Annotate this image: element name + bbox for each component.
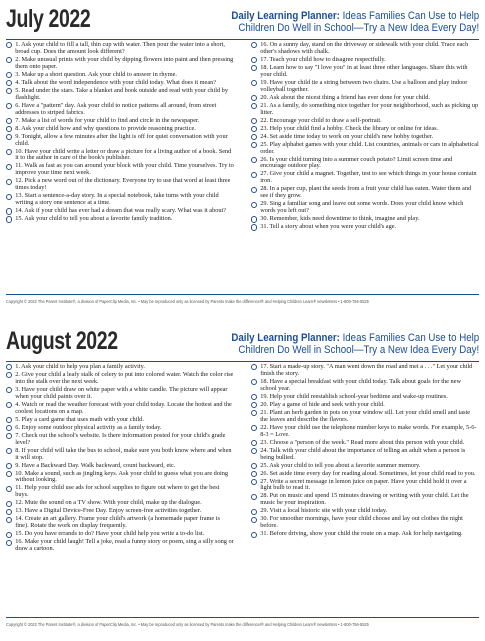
list-item — [6, 402, 234, 416]
checkbox-circle-icon[interactable] — [251, 364, 257, 370]
item-text: 16. On a sunny day, stand on the driveway or sidewalk with your child. Trace each other's shadows with chalk. — [260, 41, 469, 55]
item-text: 26. Set aside time every day for reading aloud. Sometimes, let your child read to you. — [260, 469, 476, 477]
list-item — [251, 142, 479, 156]
list-item — [6, 178, 234, 192]
checkbox-circle-icon[interactable] — [6, 532, 12, 538]
list-item — [251, 508, 479, 515]
item-text: 29. Visit a local historic site with your child today. — [260, 507, 388, 515]
item-text: 1. Ask your child to fill a tall, thin cup with water. Then pour the water into a short, broad cup. Does the amount look different? — [15, 41, 225, 55]
item-text: 1. Ask your child to help you plan a family activity. — [15, 363, 145, 370]
list-item — [251, 440, 479, 447]
checkbox-circle-icon[interactable] — [6, 402, 12, 408]
item-text: 21. Plant an herb garden in pots on your window sill. Let your child smell and taste the leaves and describe the flavors. — [260, 408, 471, 423]
checkbox-circle-icon[interactable] — [251, 118, 257, 124]
checkbox-circle-icon[interactable] — [6, 372, 12, 378]
list-item — [6, 433, 234, 447]
copyright-line: Copyright © 2022 The Parent Institute®, a division of PaperClip Media, Inc. • May be reproduced only as licensed by Parents make the difference!® and Helping Children Learn® newsletters • 1-800-756-5525 — [6, 622, 369, 627]
list-item — [251, 364, 479, 378]
checkbox-circle-icon[interactable] — [6, 433, 12, 439]
checkbox-circle-icon[interactable] — [6, 42, 12, 48]
list-item — [6, 42, 234, 56]
planner-tagline: Ideas Families Can Use to Help — [339, 10, 479, 22]
checkbox-circle-icon[interactable] — [6, 509, 12, 515]
planner-subtitle — [231, 10, 479, 34]
checkbox-circle-icon[interactable] — [6, 149, 12, 155]
list-item — [6, 216, 234, 223]
list-item — [6, 72, 234, 79]
checkbox-circle-icon[interactable] — [6, 501, 12, 507]
checkbox-circle-icon[interactable] — [6, 486, 12, 492]
list-item — [6, 500, 234, 507]
item-text: 19. Help your child reestablish school-year bedtime and wake-up routines. — [260, 392, 448, 400]
planner-tagline: Ideas Families Can Use to Help — [339, 332, 479, 344]
item-text: 20. Ask about the nicest thing a friend has ever done for your child. — [260, 93, 430, 101]
planner-label: Daily Learning Planner: — [231, 10, 340, 22]
list-item — [6, 417, 234, 424]
checkbox-circle-icon[interactable] — [251, 494, 257, 500]
item-text: 24. Set aside time today to work on your child's new hobby together. — [260, 132, 434, 140]
item-text: 22. Encourage your child to draw a self-portrait. — [260, 116, 382, 124]
right-column — [251, 42, 479, 232]
checkbox-circle-icon[interactable] — [251, 103, 257, 109]
checkbox-circle-icon[interactable] — [6, 126, 12, 132]
checkbox-circle-icon[interactable] — [6, 164, 12, 170]
item-text: 17. Start a made-up story. "A man went down the road and met a . . ." Let your child finish the story. — [260, 363, 473, 377]
checkbox-circle-icon[interactable] — [251, 172, 257, 178]
item-text: 4. Talk about the word independence with your child today. What does it mean? — [15, 78, 217, 86]
checkbox-circle-icon[interactable] — [251, 126, 257, 132]
item-text: 28. Put on music and spend 15 minutes drawing or writing with your child. Let the music be your inspiration. — [260, 492, 469, 507]
list-item — [6, 508, 234, 515]
item-text: 18. Learn how to say "I love you" in at least three other languages. Share this with your child. — [260, 63, 468, 78]
item-text: 12. Pick a new word out of the dictionary. Everyone try to use that word at least three times today! — [15, 177, 231, 192]
item-text: 14. Ask if your child has ever had a dream that was really scary. What was it about? — [15, 207, 227, 215]
planner-subtitle — [231, 332, 479, 356]
list-item — [6, 193, 234, 207]
checkbox-circle-icon[interactable] — [251, 157, 257, 163]
list-item — [251, 394, 479, 401]
checkbox-circle-icon[interactable] — [6, 208, 12, 214]
checkbox-circle-icon[interactable] — [251, 463, 257, 469]
item-text: 31. Tell a story about when you were your child's age. — [260, 223, 397, 231]
item-text: 11. Help your child use ads for school supplies to figure out where to get the best buys. — [15, 484, 220, 499]
checkbox-circle-icon[interactable] — [251, 479, 257, 485]
checkbox-circle-icon[interactable] — [251, 471, 257, 477]
item-text: 16. Make your child laugh! Tell a joke, read a funny story or poem, sing a silly song or draw a cartoon. — [15, 538, 234, 553]
list-item — [6, 516, 234, 530]
divider — [6, 361, 479, 362]
checkbox-circle-icon[interactable] — [251, 134, 257, 140]
checkbox-circle-icon[interactable] — [6, 417, 12, 423]
list-item — [251, 201, 479, 215]
list-item — [251, 493, 479, 507]
list-item — [251, 402, 479, 409]
list-item — [251, 118, 479, 125]
checkbox-circle-icon[interactable] — [6, 88, 12, 94]
item-text: 3. Have your child draw on white paper with a white candle. The picture will appear when your child paints over it. — [15, 385, 228, 400]
checkbox-circle-icon[interactable] — [251, 142, 257, 148]
right-column — [251, 364, 479, 554]
list-item — [251, 410, 479, 424]
item-text: 6. Have a "pattern" day. Ask your child to notice patterns all around, from street addresses to striped fabrics. — [15, 101, 217, 116]
checkbox-circle-icon[interactable] — [251, 224, 257, 230]
checkbox-circle-icon[interactable] — [6, 387, 12, 393]
item-text: 6. Enjoy some outdoor physical activity as a family today. — [15, 423, 162, 431]
item-text: 12. Mute the sound on a TV show. With your child, make up the dialogue. — [15, 499, 202, 507]
item-text: 13. Have a Digital Device-Free Day. Enjoy screen-free activities together. — [15, 507, 202, 515]
checkbox-circle-icon[interactable] — [6, 471, 12, 477]
item-text: 27. Write a secret message in lemon juice on paper. Have your child hold it over a light bulb to read it. — [260, 477, 467, 492]
planner-tagline-2: Children Do Well in School—Try a New Idea Every Day! — [238, 344, 479, 356]
item-text: 5. Play a card game that uses math with your child. — [15, 415, 144, 423]
list-item — [6, 448, 234, 462]
list-item — [251, 531, 479, 538]
checkbox-circle-icon[interactable] — [251, 509, 257, 515]
checkbox-circle-icon[interactable] — [6, 517, 12, 523]
checkbox-circle-icon[interactable] — [251, 42, 257, 48]
item-text: 30. Remember, kids need downtime to think, imagine and play. — [260, 215, 420, 223]
checkbox-circle-icon[interactable] — [251, 80, 257, 86]
list-item — [6, 118, 234, 125]
list-item — [251, 471, 479, 478]
checkbox-circle-icon[interactable] — [251, 448, 257, 454]
checkbox-circle-icon[interactable] — [6, 425, 12, 431]
item-text: 31. Before driving, show your child the route on a map. Ask for help navigating. — [260, 530, 463, 538]
checkbox-circle-icon[interactable] — [251, 425, 257, 431]
checkbox-circle-icon[interactable] — [6, 463, 12, 469]
page-title: July 2022 — [6, 5, 91, 33]
list-item — [6, 463, 234, 470]
item-text: 24. Talk with your child about the importance of telling an adult when a person is being bullied. — [260, 446, 466, 461]
item-text: 2. Make unusual prints with your child by dipping flowers into paint and then pressing them onto paper. — [15, 55, 234, 70]
checkbox-circle-icon[interactable] — [251, 532, 257, 538]
list-item — [251, 379, 479, 393]
list-item — [251, 425, 479, 439]
list-item — [251, 57, 479, 64]
checkbox-circle-icon[interactable] — [6, 448, 12, 454]
list-item — [251, 80, 479, 94]
item-text: 22. Have your child use the telephone number keys to make words. For example, 5-6-8-3 = Love. — [260, 423, 477, 438]
item-text: 18. Have a special breakfast with your child today. Talk about goals for the new school year. — [260, 377, 462, 392]
item-text: 8. Ask your child how and why questions to provide reasoning practice. — [15, 124, 196, 132]
july-planner — [6, 4, 479, 310]
copyright-line: Copyright © 2022 The Parent Institute®, a division of PaperClip Media, Inc. • May be reproduced only as licensed by Parents make the difference!® and Helping Children Learn® newsletters • 1-800-756-5525 — [6, 299, 369, 304]
checkbox-circle-icon[interactable] — [6, 179, 12, 185]
checkbox-circle-icon[interactable] — [251, 402, 257, 408]
list-item — [6, 149, 234, 163]
list-item — [6, 364, 234, 371]
item-text: 7. Check out the school's website. Is there information posted for your child's grade level? — [15, 431, 226, 446]
divider — [6, 39, 479, 40]
item-text: 19. Have your child tie a string between two chairs. Use a balloon and play indoor volleyball together. — [260, 78, 468, 93]
checkbox-circle-icon[interactable] — [6, 364, 12, 370]
left-column — [6, 42, 234, 232]
item-text: 20. Play a game of hide and seek with your child. — [260, 400, 385, 408]
august-planner — [6, 326, 479, 628]
checkbox-circle-icon[interactable] — [6, 80, 12, 86]
item-text: 4. Watch or read the weather forecast with your child today. Locate the hottest and the coolest locations on a map. — [15, 400, 232, 415]
item-text: 25. Play alphabet games with your child. List countries, animals or cars in alphabetical order. — [260, 140, 479, 155]
checkbox-circle-icon[interactable] — [251, 410, 257, 416]
checkbox-circle-icon[interactable] — [6, 118, 12, 124]
item-text: 29. Sing a familiar song and leave out some words. Does your child know which words you left out? — [260, 200, 464, 215]
left-column — [6, 364, 234, 554]
item-text: 5. Read under the stars. Take a blanket and book outside and read with your child by flashlight. — [15, 86, 228, 101]
august-columns — [6, 364, 479, 554]
item-text: 23. Help your child find a hobby. Check the library or online for ideas. — [260, 124, 439, 132]
checkbox-circle-icon[interactable] — [6, 57, 12, 63]
page-title: August 2022 — [6, 327, 118, 355]
checkbox-circle-icon[interactable] — [6, 216, 12, 222]
list-item — [6, 425, 234, 432]
list-item — [6, 80, 234, 87]
planner-tagline-2: Children Do Well in School—Try a New Idea Every Day! — [238, 22, 479, 34]
item-text: 8. If your child will take the bus to school, make sure you both know where and when it will stop. — [15, 446, 232, 461]
item-text: 30. For smoother mornings, have your child choose and lay out clothes the night before. — [260, 515, 463, 530]
item-text: 25. Ask your child to tell you about a favorite summer memory. — [260, 461, 421, 469]
list-item — [6, 539, 234, 553]
item-text: 7. Make a list of words for your child to find and circle in the newspaper. — [15, 116, 200, 124]
item-text: 13. Start a sentence-a-day story. In a special notebook, take turns with your child writing a story one sentence at a time. — [15, 192, 219, 207]
list-item — [251, 65, 479, 79]
item-text: 27. Give your child a magnet. Together, test to see which things in your house contain iron. — [260, 170, 477, 185]
item-text: 15. Ask your child to tell you about a favorite family tradition. — [15, 215, 173, 223]
planner-label: Daily Learning Planner: — [231, 332, 340, 344]
list-item — [251, 103, 479, 117]
list-item — [6, 372, 234, 386]
list-item — [251, 171, 479, 185]
checkbox-circle-icon[interactable] — [251, 95, 257, 101]
list-item — [6, 134, 234, 148]
checkbox-circle-icon[interactable] — [6, 540, 12, 546]
item-text: 2. Give your child a leafy stalk of celery to put into colored water. Watch the color rise into the stalk over the next week. — [15, 371, 234, 385]
list-item — [251, 516, 479, 530]
item-text: 10. Make a sound, such as jingling keys. Ask your child to guess what you are doing without looking. — [15, 469, 229, 484]
item-text: 23. Choose a "person of the week." Read more about this person with your child. — [260, 438, 465, 446]
item-text: 14. Create an art gallery. Frame your child's artwork (a homemade paper frame is fine). Rotate the work on display frequently. — [15, 515, 220, 530]
checkbox-circle-icon[interactable] — [6, 103, 12, 109]
list-item — [251, 224, 479, 231]
divider — [6, 617, 479, 618]
checkbox-circle-icon[interactable] — [251, 440, 257, 446]
list-item — [251, 186, 479, 200]
list-item — [251, 95, 479, 102]
list-item — [251, 463, 479, 470]
checkbox-circle-icon[interactable] — [6, 72, 12, 78]
july-columns — [6, 42, 479, 232]
list-item — [251, 448, 479, 462]
list-item — [6, 57, 234, 71]
item-text: 11. Walk as fast as you can around your block with your child. Time yourselves. Try to improve your time next week. — [15, 162, 234, 177]
checkbox-circle-icon[interactable] — [251, 187, 257, 193]
list-item — [6, 531, 234, 538]
item-text: 28. In a paper cup, plant the seeds from a fruit your child has eaten. Water them and see if they grow. — [260, 185, 472, 200]
list-item — [6, 208, 234, 215]
checkbox-circle-icon[interactable] — [251, 202, 257, 208]
list-item — [6, 163, 234, 177]
item-text: 15. Do you have errands to do? Have your child help you write a to-do list. — [15, 530, 205, 538]
item-text: 26. Is your child turning into a summer couch potato? Limit screen time and encourage outdoor play. — [260, 155, 453, 170]
item-text: 9. Have a Backward Day. Walk backward, count backward, etc. — [15, 461, 176, 469]
list-item — [6, 387, 234, 401]
item-text: 3. Make up a short question. Ask your child to answer in rhyme. — [15, 70, 177, 78]
july-header — [6, 4, 479, 38]
item-text: 10. Have your child write a letter or draw a picture for a living author of a book. Send it to the author in care of the book's publisher. — [15, 147, 232, 162]
list-item — [251, 134, 479, 141]
checkbox-circle-icon[interactable] — [251, 517, 257, 523]
list-item — [6, 471, 234, 485]
list-item — [6, 103, 234, 117]
list-item — [251, 126, 479, 133]
checkbox-circle-icon[interactable] — [251, 65, 257, 71]
august-header — [6, 326, 479, 360]
checkbox-circle-icon[interactable] — [251, 394, 257, 400]
list-item — [6, 485, 234, 499]
list-item — [251, 42, 479, 56]
item-text: 9. Tonight, allow a few minutes after the light is off for quiet conversation with your child. — [15, 132, 228, 147]
item-text: 17. Teach your child how to disagree respectfully. — [260, 55, 386, 63]
divider — [6, 294, 479, 295]
list-item — [6, 126, 234, 133]
checkbox-circle-icon[interactable] — [251, 216, 257, 222]
checkbox-circle-icon[interactable] — [251, 57, 257, 63]
list-item — [251, 157, 479, 171]
list-item — [251, 216, 479, 223]
item-text: 21. As a family, do something nice together for your neighborhood, such as picking up litter. — [260, 101, 479, 116]
checkbox-circle-icon[interactable] — [6, 194, 12, 200]
checkbox-circle-icon[interactable] — [6, 134, 12, 140]
checkbox-circle-icon[interactable] — [251, 379, 257, 385]
list-item — [251, 479, 479, 493]
list-item — [6, 88, 234, 102]
